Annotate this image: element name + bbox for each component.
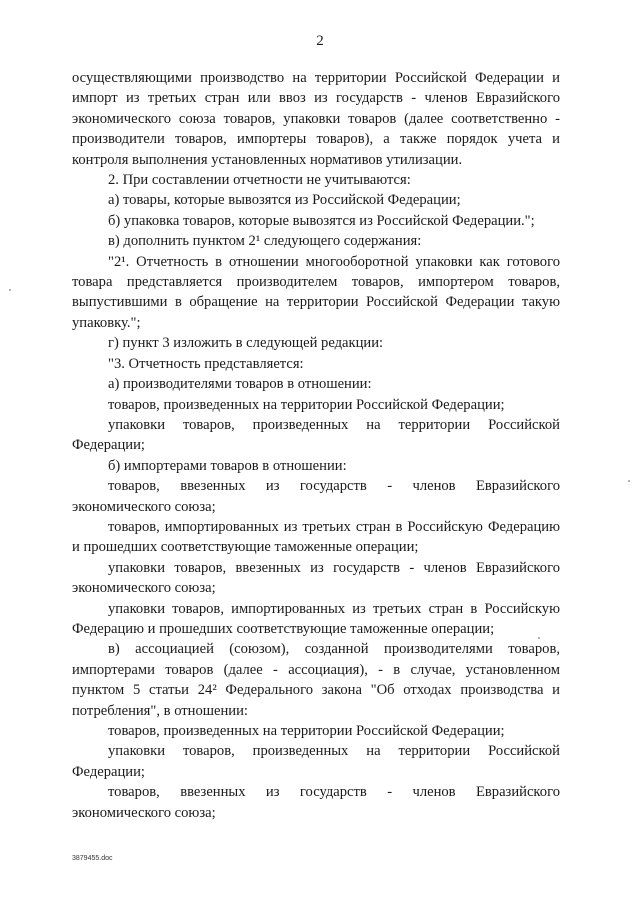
paragraph: 2. При составлении отчетности не учитываются: [108, 172, 411, 189]
scan-speck [628, 480, 630, 482]
paragraph: осуществляющими производство на территории Российской Федерации и импорт из третьих стран или ввоз из государств - членов Евразийского экономического союза товаров, упаковки товаров (далее соответственно - производители товаров, импортеры товаров), а также порядок учета и контроля выполнения установленных нормативов утилизации. [72, 70, 560, 168]
footer-document-code: 3879455.doc [72, 855, 113, 862]
paragraph: упаковки товаров, произведенных на территории Российской Федерации; [72, 416, 560, 454]
paragraph: "2¹. Отчетность в отношении многооборотной упаковки как готового товара представляется производителем товаров, импортером товаров, выпустившими в обращение на территории Российской Федерации такую упаковку."; [72, 253, 560, 331]
paragraph: а) товары, которые вывозятся из Российской Федерации; [108, 192, 461, 209]
document-body [72, 68, 560, 823]
paragraph: товаров, ввезенных из государств - членов Евразийского экономического союза; [72, 478, 560, 515]
scan-speck [538, 637, 540, 639]
paragraph: товаров, ввезенных из государств - членов Евразийского экономического союза; [72, 784, 560, 821]
paragraph: упаковки товаров, импортированных из третьих стран в Российскую Федерацию и прошедших соответствующие таможенные операции; [72, 600, 560, 637]
paragraph: товаров, произведенных на территории Российской Федерации; [108, 723, 505, 739]
paragraph: в) ассоциацией (союзом), созданной производителями товаров, импортерами товаров (далее - ассоциация), - в случае, установленном пунктом 5 статьи 24² Федерального закона "Об отходах производства и потребления", в отношении: [72, 641, 560, 719]
paragraph: б) импортерами товаров в отношении: [108, 457, 347, 474]
paragraph: товаров, произведенных на территории Российской Федерации; [108, 396, 505, 413]
paragraph: г) пункт 3 изложить в следующей редакции: [108, 335, 384, 352]
paragraph: "3. Отчетность представляется: [108, 355, 304, 372]
paragraph: б) упаковка товаров, которые вывозятся из Российской Федерации."; [108, 212, 535, 229]
scan-speck [9, 289, 11, 291]
paragraph: а) производителями товаров в отношении: [108, 376, 372, 393]
paragraph: упаковки товаров, ввезенных из государств - членов Евразийского экономического союза; [72, 559, 560, 597]
paragraph: товаров, импортированных из третьих стран в Российскую Федерацию и прошедших соответствующие таможенные операции; [72, 518, 560, 556]
page-number: 2 [316, 33, 324, 49]
paragraph: упаковки товаров, произведенных на территории Российской Федерации; [72, 743, 560, 780]
paragraph: в) дополнить пунктом 2¹ следующего содержания: [108, 233, 422, 250]
